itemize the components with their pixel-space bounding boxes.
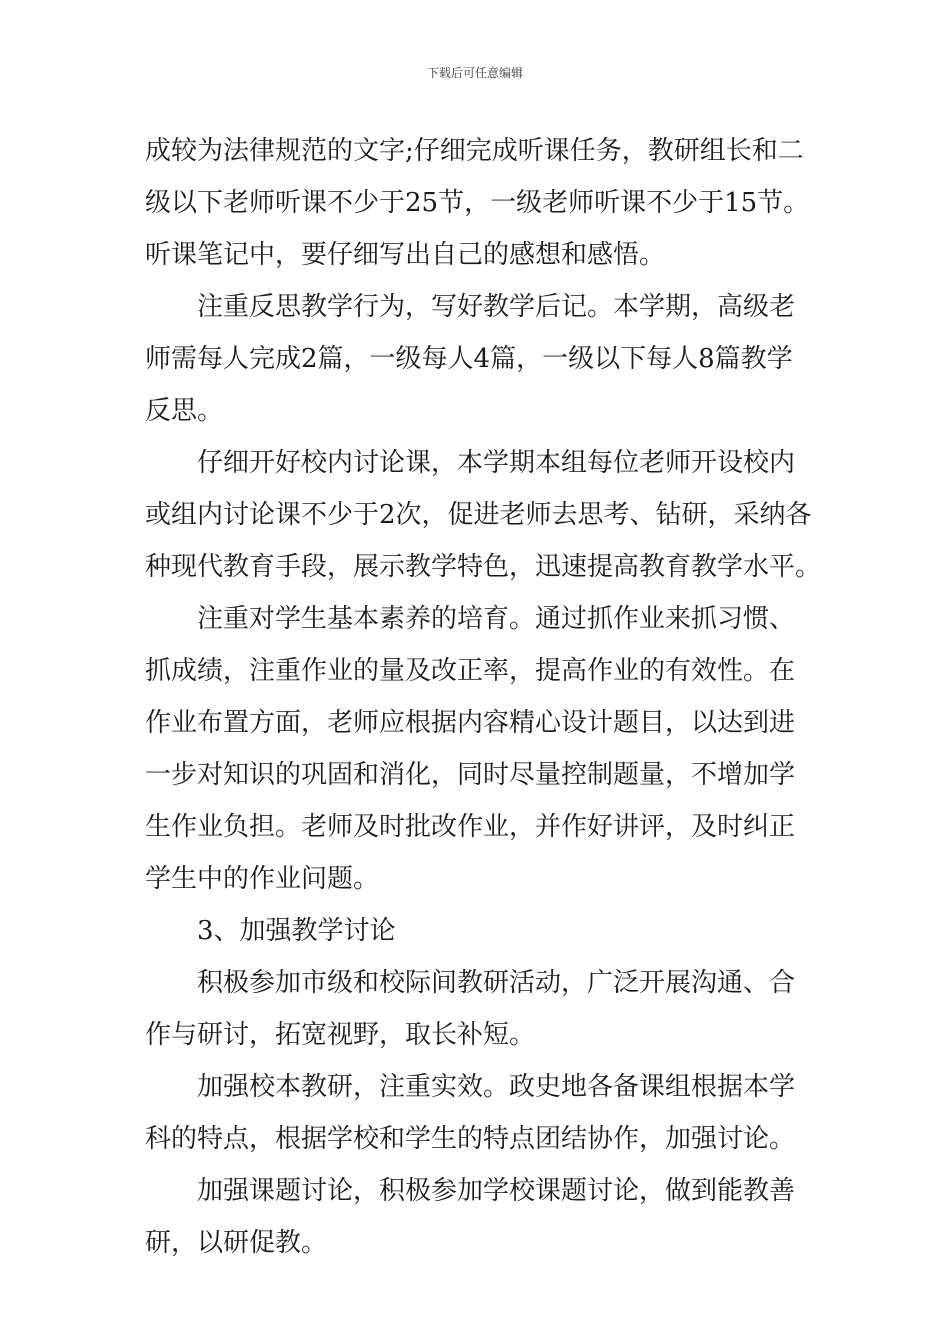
text-line: 科的特点，根据学校和学生的特点团结协作，加强讨论。 — [145, 1124, 796, 1154]
text-line: 师需每人完成2篇，一级每人4篇，一级以下每人8篇教学 — [145, 344, 793, 374]
text-line: 成较为法律规范的文字;仔细完成听课任务，教研组长和二 — [145, 136, 804, 166]
text-line: 或组内讨论课不少于2次，促进老师去思考、钻研，采纳各 — [145, 500, 812, 530]
document-body — [145, 125, 822, 1269]
paragraph-first-line: 加强校本教研，注重实效。政史地各备课组根据本学 — [197, 1072, 796, 1102]
paragraph-first-line: 仔细开好校内讨论课，本学期本组每位老师开设校内 — [197, 448, 796, 478]
paragraph-first-line: 注重反思教学行为，写好教学后记。本学期，高级老 — [197, 292, 796, 322]
text-line: 一步对知识的巩固和消化，同时尽量控制题量，不增加学 — [145, 760, 796, 790]
text-line: 作与研讨，拓宽视野，取长补短。 — [145, 1020, 536, 1050]
text-line: 种现代教育手段，展示教学特色，迅速提高教育教学水平。 — [145, 552, 822, 582]
section-heading: 3、加强教学讨论 — [197, 916, 396, 946]
text-line: 反思。 — [145, 396, 224, 426]
text-line: 听课笔记中，要仔细写出自己的感想和感悟。 — [145, 240, 666, 270]
paragraph-first-line: 加强课题讨论，积极参加学校课题讨论，做到能教善 — [197, 1176, 796, 1206]
text-line: 生作业负担。老师及时批改作业，并作好讲评，及时纠正 — [145, 812, 796, 842]
text-line: 作业布置方面，老师应根据内容精心设计题目，以达到进 — [145, 708, 796, 738]
paragraph-first-line: 注重对学生基本素养的培育。通过抓作业来抓习惯、 — [197, 604, 796, 634]
text-line: 研，以研促教。 — [145, 1228, 328, 1258]
text-line: 级以下老师听课不少于25节，一级老师听课不少于15节。 — [145, 188, 810, 218]
page-header: 下载后可任意编辑 — [426, 66, 523, 80]
text-line: 学生中的作业问题。 — [145, 864, 380, 894]
paragraph-first-line: 积极参加市级和校际间教研活动，广泛开展沟通、合 — [197, 968, 796, 998]
text-line: 抓成绩，注重作业的量及改正率，提高作业的有效性。在 — [145, 656, 796, 686]
